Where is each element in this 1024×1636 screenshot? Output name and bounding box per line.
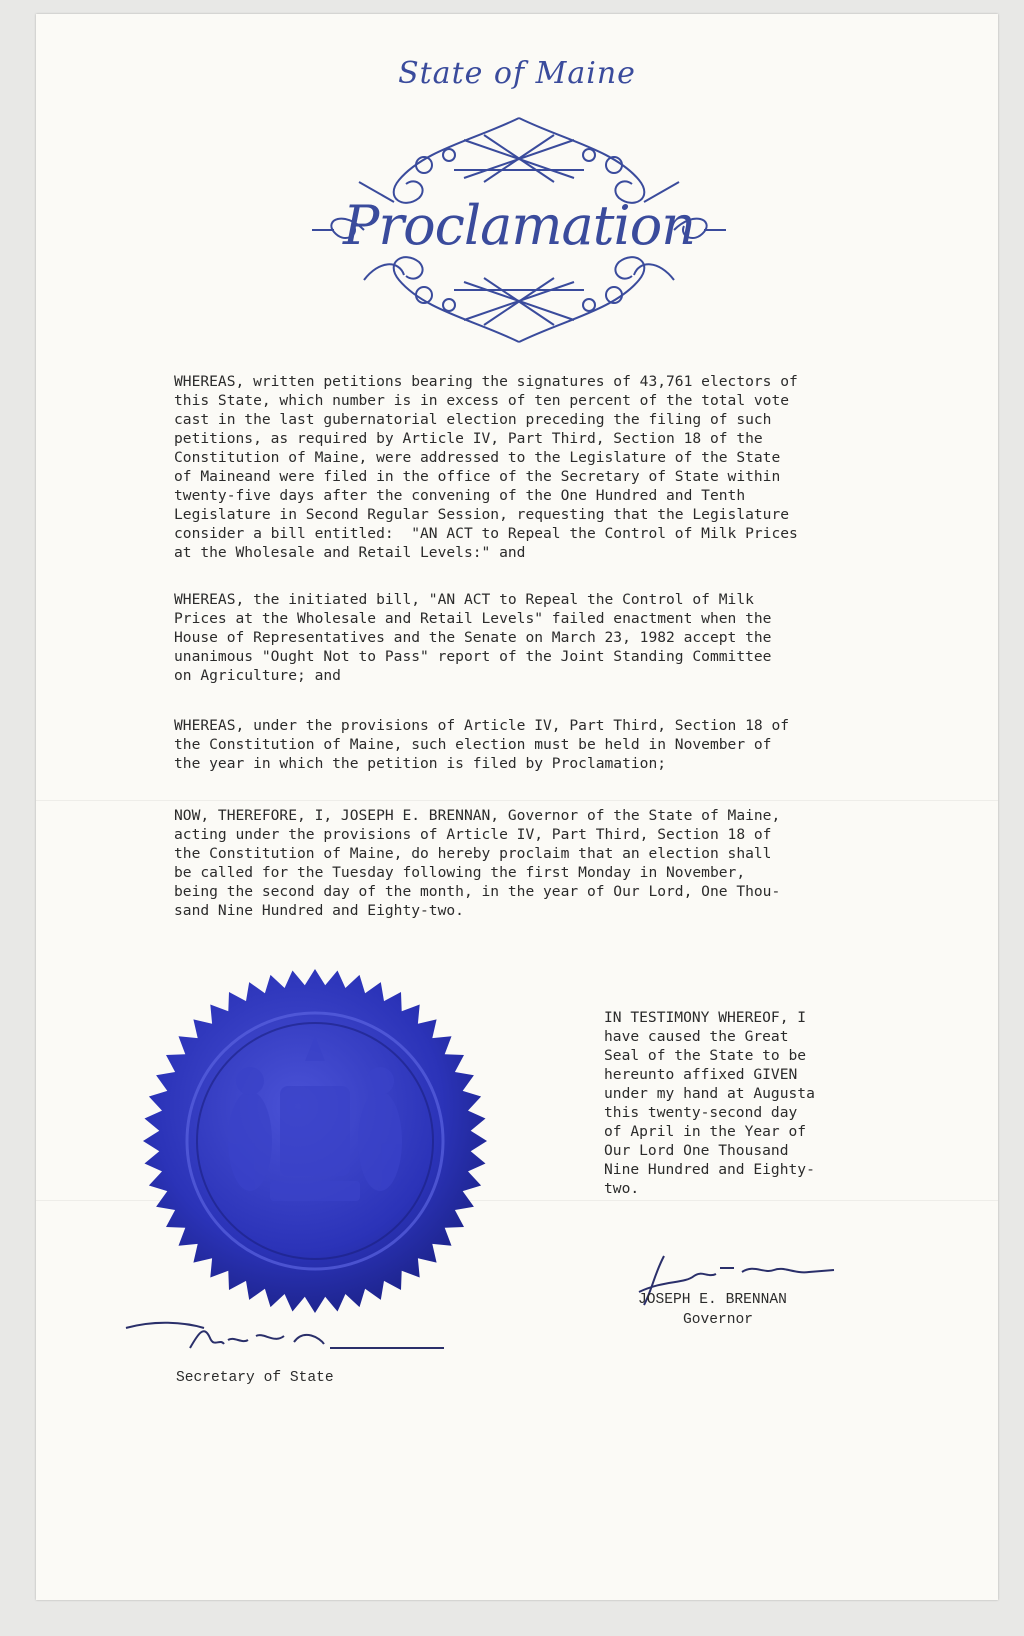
document-page bbox=[36, 14, 998, 1600]
whereas-paragraph-1: WHEREAS, written petitions bearing the signatures of 43,761 electors of this State, which number is in excess of ten percent of the total vote cast in the last gubernatorial election preceding the filing of such petitions, as required by Article IV, Part Third, Section 18 of the Constitution of Maine, were addressed to the Legislature of the State of Maineand were filed in the office of the Secretary of State within twenty-five days after the convening of the One Hundred and Tenth Legislature in Second Regular Session, requesting that the Legislature consider a bill entitled: "AN ACT to Repeal the Control of Milk Prices at the Wholesale and Retail Levels:" and bbox=[174, 373, 798, 561]
whereas-paragraph-2: WHEREAS, the initiated bill, "AN ACT to Repeal the Control of Milk Prices at the Wholesale and Retail Levels" failed enactment when the House of Representatives and the Senate on March 23, 1982 accept the unanimous "Ought Not to Pass" report of the Joint Standing Committee on Agriculture; and bbox=[174, 591, 772, 684]
secretary-title: Secretary of State bbox=[176, 1370, 334, 1386]
great-seal bbox=[140, 966, 490, 1316]
state-seal-icon bbox=[140, 966, 490, 1316]
secretary-signature bbox=[124, 1314, 464, 1364]
therefore-paragraph: NOW, THEREFORE, I, JOSEPH E. BRENNAN, Governor of the State of Maine, acting under the provisions of Article IV, Part Third, Section 18 of the Constitution of Maine, do hereby proclaim that an election shall be called for the Tuesday following the first Monday in November, being the second day of the month, in the year of Our Lord, One Thou- sand Nine Hundred and Eighty-two. bbox=[174, 807, 781, 919]
governor-title: Governor bbox=[683, 1312, 754, 1328]
fold-line bbox=[36, 800, 998, 801]
whereas-paragraph-3: WHEREAS, under the provisions of Article IV, Part Third, Section 18 of the Constitution of Maine, such election must be held in November of the year in which the petition is filed by Proclamation; bbox=[174, 717, 790, 772]
proclamation-emblem bbox=[304, 110, 734, 350]
state-heading: State of Maine bbox=[398, 56, 636, 91]
governor-name: JOSEPH E. BRENNAN bbox=[638, 1292, 787, 1308]
secretary-signature-icon bbox=[124, 1314, 464, 1364]
proclamation-title: Proclamation bbox=[342, 194, 696, 257]
testimony-clause: IN TESTIMONY WHEREOF, I have caused the Great Seal of the State to be hereunto affixed GIVEN under my hand at Augusta this twenty-second day of April in the Year of Our Lord One Thousand Nine Hundred and Eighty- two. bbox=[604, 1009, 815, 1197]
